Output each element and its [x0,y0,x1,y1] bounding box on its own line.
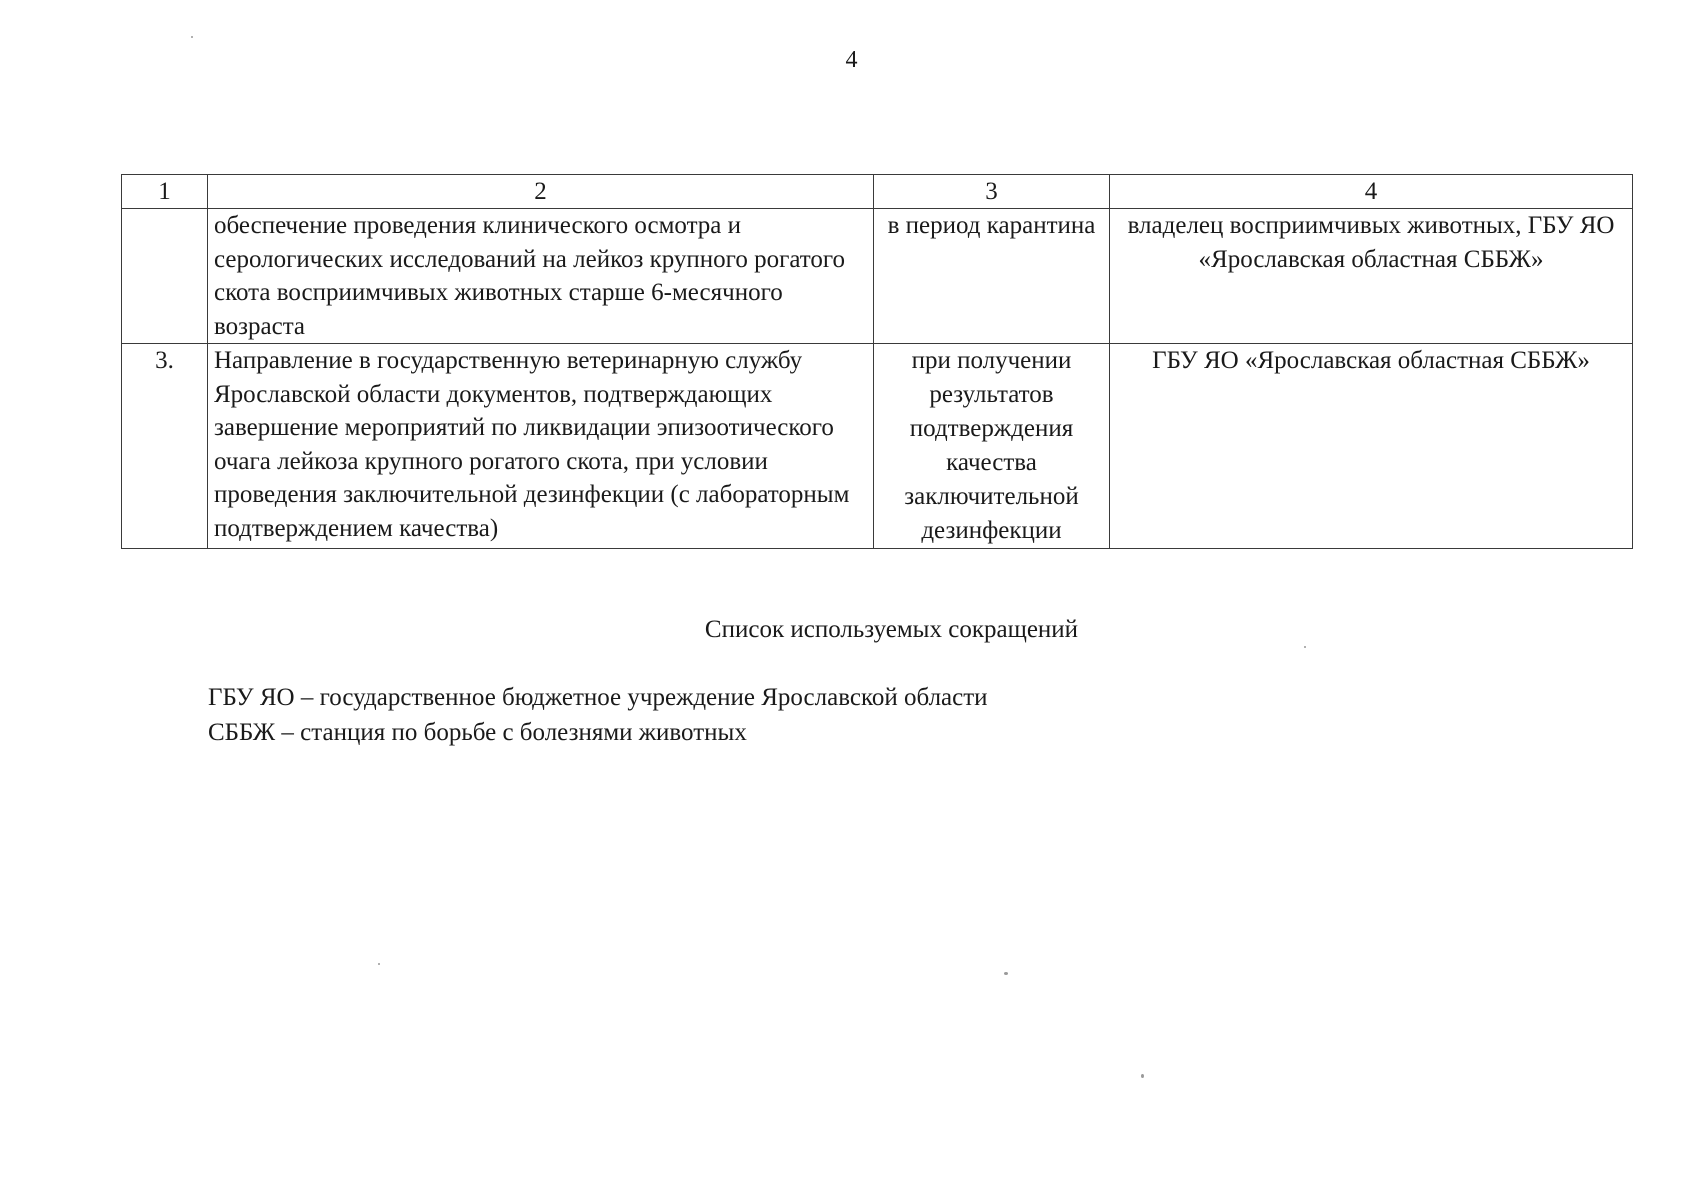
responsible-cell: ГБУ ЯО «Ярославская областная СББЖ» [1110,344,1633,549]
abbreviations-list [208,680,988,750]
term-cell: в период карантина [874,209,1110,344]
header-cell-2: 2 [208,175,874,209]
table-row [122,344,1633,549]
measures-table [121,174,1633,549]
abbreviations-title: Список используемых сокращений [704,616,1079,643]
action-cell: Направление в государственную ветеринарную службу Ярославской области документов, подтверждающих завершение мероприятий по ликвидации эпизоотического очага лейкоза крупного рогатого скота, при условии проведения заключительной дезинфекции (с лабораторным подтверждением качества) [208,344,874,549]
scan-speck [1304,646,1306,648]
row-number-cell [122,209,208,344]
action-cell: обеспечение проведения клинического осмотра и серологических исследований на лейкоз крупного рогатого скота восприимчивых животных старше 6-месячного возраста [208,209,874,344]
scan-speck [378,963,380,965]
responsible-cell: владелец восприимчивых животных, ГБУ ЯО «Ярославская областная СББЖ» [1110,209,1633,344]
row-number-cell: 3. [122,344,208,549]
header-cell-4: 4 [1110,175,1633,209]
abbreviation-item: ГБУ ЯО – государственное бюджетное учреждение Ярославской области [208,684,988,711]
scan-speck [1004,972,1008,975]
term-cell: при получении результатов подтверждения качества заключительной дезинфекции [874,344,1110,549]
table-row [122,209,1633,344]
page-number: 4 [845,47,858,73]
header-cell-1: 1 [122,175,208,209]
scan-speck [191,36,193,38]
scan-speck [1141,1074,1144,1078]
abbreviation-item: СББЖ – станция по борьбе с болезнями животных [208,719,747,746]
table-header-row [122,175,1633,209]
header-cell-3: 3 [874,175,1110,209]
